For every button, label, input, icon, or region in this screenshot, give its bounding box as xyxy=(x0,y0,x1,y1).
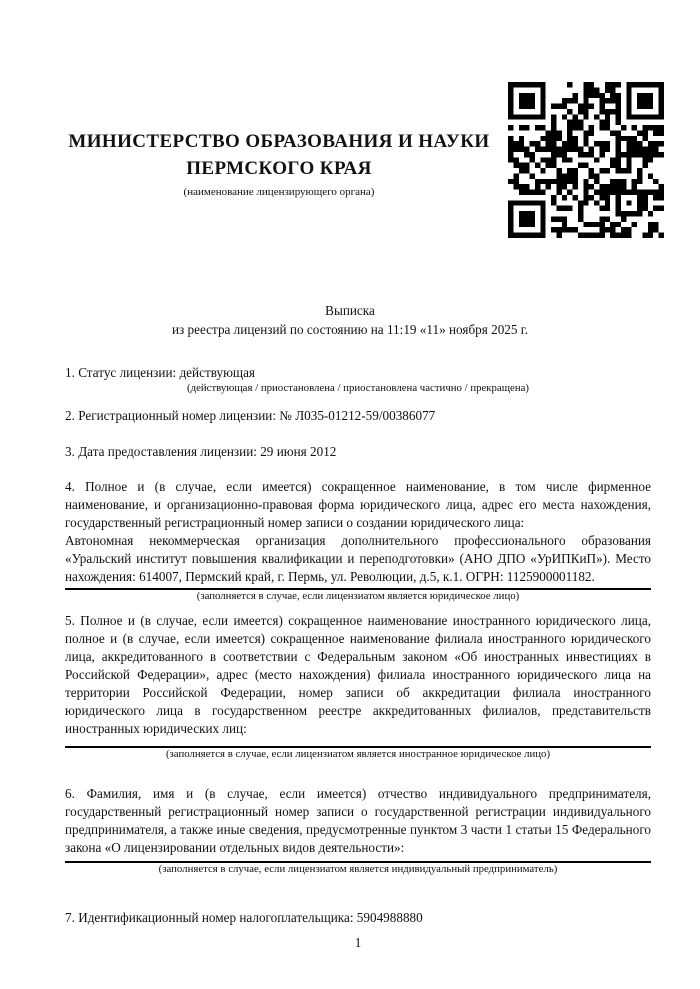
ministry-name-line1: МИНИСТЕРСТВО ОБРАЗОВАНИЯ И НАУКИ xyxy=(68,131,490,152)
item-foreign-entity xyxy=(65,612,651,761)
document-body xyxy=(65,364,651,927)
item-individual-entrepreneur xyxy=(65,785,651,876)
item-legal-entity xyxy=(65,478,651,603)
entrepreneur-question: 6. Фамилия, имя и (в случае, если имеется) отчество индивидуального предпринимателя, государственный регистрационный номер записи о государственной регистрации индивидуального предпринимателя, а также иные сведения, предусмотренные пунктом 3 части 1 статьи 15 Федерального закона «О лицензировании отдельных видов деятельности»: xyxy=(65,786,651,855)
document-title xyxy=(0,302,700,339)
license-date-text: 3. Дата предоставления лицензии: 29 июня 2012 xyxy=(65,444,337,459)
document-title-line2: из реестра лицензий по состоянию на 11:19 «11» ноября 2025 г. xyxy=(171,321,529,337)
page-number: 1 xyxy=(354,935,362,950)
legal-entity-question: 4. Полное и (в случае, если имеется) сокращенное наименование, в том числе фирменное наименование, и организационно-правовая форма юридического лица, адрес его места нахождения, государственный регистрационный номер записи о создании юридического лица: xyxy=(65,479,651,530)
item-taxpayer-number xyxy=(65,909,651,927)
issuing-authority-header xyxy=(48,128,510,199)
license-status-text: 1. Статус лицензии: действующая xyxy=(65,365,256,380)
foreign-entity-caption: (заполняется в случае, если лицензиатом является иностранное юридическое лицо) xyxy=(165,748,551,760)
legal-entity-answer: Автономная некоммерческая организация дополнительного профессионального образования «Уральский институт повышения квалификации и переподготовки» (АНО ДПО «УрИПКиП»). Место нахождения: 614007, Пермский край, г. Пермь, ул. Революции, д.5, к.1. ОГРН: 1125900001182. xyxy=(65,533,651,584)
taxpayer-number-text: 7. Идентификационный номер налогоплательщика: 5904988880 xyxy=(65,910,423,925)
item-registration-number xyxy=(65,407,651,425)
legal-entity-caption: (заполняется в случае, если лицензиатом является юридическое лицо) xyxy=(196,590,520,602)
document-title-line1: Выписка xyxy=(325,303,375,318)
registration-number-text: 2. Регистрационный номер лицензии: № Л035-01212-59/00386077 xyxy=(65,408,436,423)
item-license-status xyxy=(65,364,651,395)
ministry-name-line2: ПЕРМСКОГО КРАЯ xyxy=(186,158,372,179)
item-license-date xyxy=(65,443,651,461)
foreign-entity-question: 5. Полное и (в случае, если имеется) сокращенное наименование иностранного юридического лица, полное и (в случае, если имеется) сокращенное наименование филиала иностранного юридического лица, аккредитованного в соответствии с Федеральным законом «Об иностранных инвестициях в Российской Федерации», адрес (место нахождения) филиала иностранного юридического лица на территории Российской Федерации, номер записи об аккредитации филиала иностранного юридического лица в государственном реестре аккредитованных филиалов, представительств иностранных юридических лиц: xyxy=(65,613,651,736)
ministry-name-caption: (наименование лицензирующего органа) xyxy=(183,186,375,198)
entrepreneur-caption: (заполняется в случае, если лицензиатом является индивидуальный предприниматель) xyxy=(158,863,558,875)
license-status-caption: (действующая / приостановлена / приостановлена частично / прекращена) xyxy=(187,382,529,394)
qr-code xyxy=(508,82,664,238)
